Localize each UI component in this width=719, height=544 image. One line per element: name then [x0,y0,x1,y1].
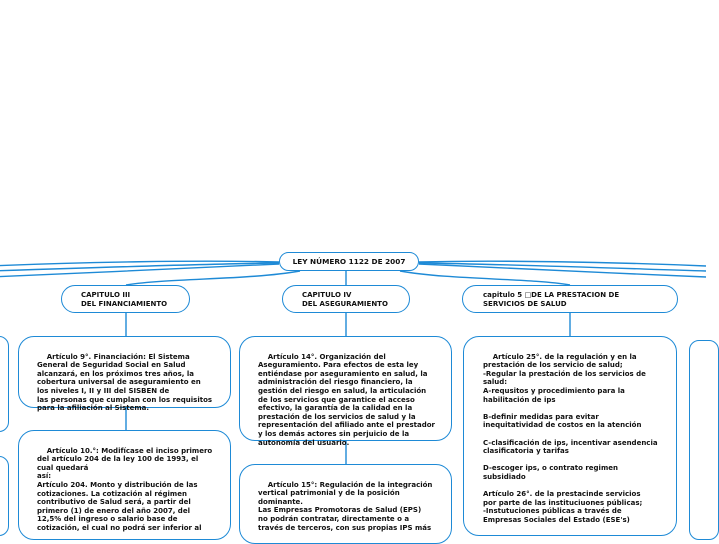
topic-node-articulo-9[interactable] [18,336,231,413]
topic-node-articulo-10[interactable] [18,430,231,540]
offscreen-node-left [0,456,9,536]
topic-node-articulo-14[interactable] [239,336,452,447]
chapter-title: CAPITULO IV DEL ASEGURAMIENTO [302,291,388,308]
topic-text: Artículo 14°. Organización del Aseguramiento. Para efectos de esta ley entiéndase por aseguramiento en salud, la administración del riesgo financiero, la gestión del riesgo en salud, la articulación de los servicios que garantice el acceso efectivo, la garantía de la calidad en la prestación de los servicios de salud y la representación del afiliado ante el prestador y los demás actores sin perjuicio de la autonomía del usuario. [258,352,435,447]
topic-text: Artículo 25°. de la regulación y en la prestación de los servicio de salud; -Regular la prestación de los servicios de salud: A-requsitos y procedimiento para la habilitación de ips B-definir medidas para evitar inequitatividad de costos en la atención C-clasificación de ips, incentivar asendencia clasificatoria y tarifas D-escoger ips, o contrato regimen subsidiado Artículo 26°. de la prestacinde servicios por parte de las instituciuones públicas; -Instutuciones públicas a través de Empresas Sociales del Estado (ESE's) [483,352,658,524]
topic-text: Artículo 15°: Regulación de la integración vertical patrimonial y de la posición dominante. Las Empresas Promotoras de Salud (EPS) no podrán contratar, directamente o a través de terceros, con sus propias IPS más [258,480,433,532]
offscreen-node-right [689,340,719,540]
topic-node-articulo-15[interactable] [239,464,452,544]
chapter-title: capitulo 5 □DE LA PRESTACION DE SERVICIOS DE SALUD [483,291,620,308]
root-title: LEY NÚMERO 1122 DE 2007 [292,257,406,266]
topic-text: Artículo 10.°: Modifícase el inciso primero del artículo 204 de la ley 100 de 1993, el cual quedará así: Artículo 204. Monto y distribución de las cotizaciones. La cotización al régimen contributivo de Salud será, a partir del primero (1) de enero del año 2007, del 12,5% del ingreso o salario base de cotización, el cual no podrá ser inferior al [37,446,213,532]
topic-node-articulo-25[interactable] [463,336,677,536]
chapter-title: CAPITULO III DEL FINANCIAMIENTO [81,291,168,308]
root-node[interactable] [279,252,419,271]
chapter-node-aseguramiento[interactable] [282,285,410,313]
topic-text: Artículo 9°. Financiación: El Sistema General de Seguridad Social en Salud alcanzará, en los próximos tres años, la cobertura universal de aseguramiento en los niveles I, II y III del SISBEN de las personas que cumplan con los requisitos para la afiliación al Sistema. [37,352,213,413]
offscreen-node-left [0,336,9,432]
chapter-node-prestacion[interactable] [462,285,678,313]
chapter-node-financiamiento[interactable] [61,285,190,313]
